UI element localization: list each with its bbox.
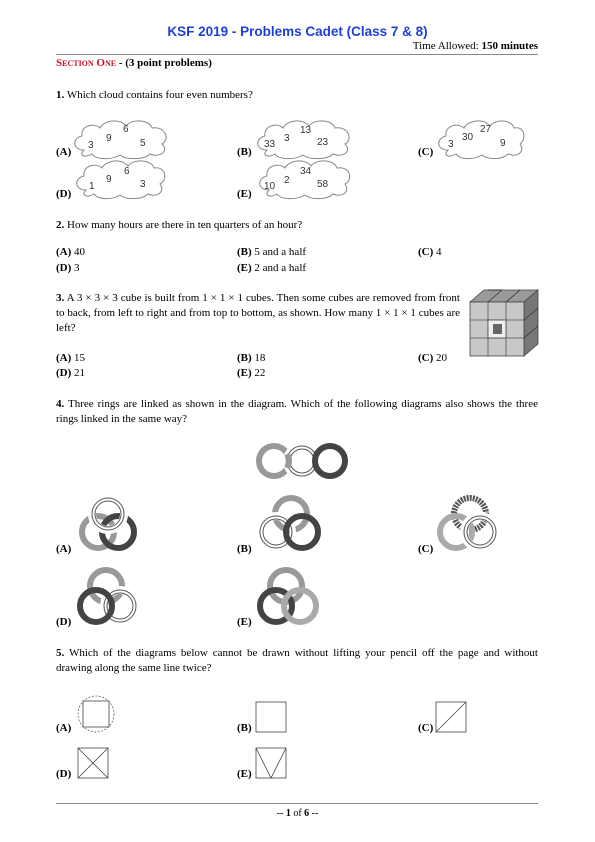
q3-option-c: (C) 20 (418, 352, 448, 364)
q4-option-c-label: (C) (418, 543, 434, 555)
q4-option-b-label: (B) (237, 543, 252, 555)
q2-option-a: (A) 40 (56, 246, 86, 258)
section-heading: Section One - (3 point problems) (56, 57, 212, 69)
figure-option-b (254, 700, 288, 734)
q1-cloud-d (72, 158, 167, 200)
q5-option-d-label: (D) (56, 768, 72, 780)
time-allowed: Time Allowed: 150 minutes (412, 40, 538, 52)
question-4: 4. Three rings are linked as shown in the diagram. Which of the following diagrams also shows the three rings linked in the same way? (56, 398, 538, 425)
q1-b-num: 13 (300, 125, 312, 136)
figure-option-a (76, 694, 116, 734)
rings-option-b (256, 494, 326, 556)
q4-option-e-label: (E) (237, 616, 252, 628)
page-number: -- 1 of 6 -- (276, 808, 319, 819)
cube-diagram (468, 288, 540, 358)
question-2: 2. How many hours are there in ten quarters of an hour? (56, 219, 303, 231)
q1-b-num: 3 (284, 133, 290, 144)
q1-d-num: 6 (124, 166, 130, 177)
q5-option-e-label: (E) (237, 768, 252, 780)
q2-option-d: (D) 3 (56, 262, 80, 274)
q1-d-num: 9 (106, 174, 112, 185)
figure-option-c (434, 700, 468, 734)
q1-cloud-e (255, 158, 353, 200)
q1-option-b-label: (B) (237, 146, 252, 158)
q1-b-num: 33 (264, 139, 276, 150)
question-1: 1. Which cloud contains four even numbers? (56, 89, 253, 101)
q1-e-num: 10 (264, 181, 276, 192)
header-rule (56, 54, 538, 55)
q1-a-num: 5 (140, 138, 146, 149)
q5-option-c-label: (C) (418, 722, 434, 734)
q4-option-d-label: (D) (56, 616, 72, 628)
q1-option-c-label: (C) (418, 146, 434, 158)
figure-option-e (254, 746, 288, 780)
q5-option-b-label: (B) (237, 722, 252, 734)
q3-option-e: (E) 22 (237, 367, 266, 379)
q1-c-num: 3 (448, 139, 454, 150)
q1-option-a-label: (A) (56, 146, 72, 158)
q1-a-num: 6 (123, 124, 129, 135)
q1-cloud-b (253, 118, 353, 160)
page-title: KSF 2019 - Problems Cadet (Class 7 & 8) (167, 24, 428, 39)
rings-option-c (436, 494, 506, 556)
rings-option-e (256, 566, 326, 628)
q1-e-num: 58 (317, 179, 329, 190)
q1-option-d-label: (D) (56, 188, 72, 200)
q2-option-b: (B) 5 and a half (237, 246, 307, 258)
q1-c-num: 27 (480, 124, 492, 135)
question-3: 3. A 3 × 3 × 3 cube is built from 1 × 1 × 1 cubes. Then some cubes are removed from front to back, from left to right and from top to bottom, as shown. How many 1 × 1 × 1 cubes are left? (56, 292, 460, 334)
q1-b-num: 23 (317, 137, 329, 148)
rings-reference-diagram (254, 440, 350, 482)
rings-option-d (76, 566, 146, 628)
q1-c-num: 9 (500, 138, 506, 149)
q1-c-num: 30 (462, 132, 474, 143)
footer-rule (56, 803, 538, 804)
q2-option-c: (C) 4 (418, 246, 442, 258)
q3-option-a: (A) 15 (56, 352, 86, 364)
q1-e-num: 2 (284, 175, 290, 186)
q1-a-num: 9 (106, 133, 112, 144)
q3-option-b: (B) 18 (237, 352, 266, 364)
question-5: 5. Which of the diagrams below cannot be drawn without lifting your pencil off the page and without drawing along the same line twice? (56, 647, 538, 674)
q1-cloud-c (434, 118, 526, 160)
q3-option-d: (D) 21 (56, 367, 86, 379)
q5-option-a-label: (A) (56, 722, 72, 734)
q4-option-a-label: (A) (56, 543, 72, 555)
q2-option-e: (E) 2 and a half (237, 262, 307, 274)
q1-a-num: 3 (88, 140, 94, 151)
q1-d-num: 3 (140, 179, 146, 190)
rings-option-a (76, 494, 146, 556)
figure-option-d (76, 746, 110, 780)
q1-e-num: 34 (300, 166, 312, 177)
q1-d-num: 1 (89, 181, 95, 192)
q1-option-e-label: (E) (237, 188, 252, 200)
q1-cloud-a (70, 118, 175, 160)
